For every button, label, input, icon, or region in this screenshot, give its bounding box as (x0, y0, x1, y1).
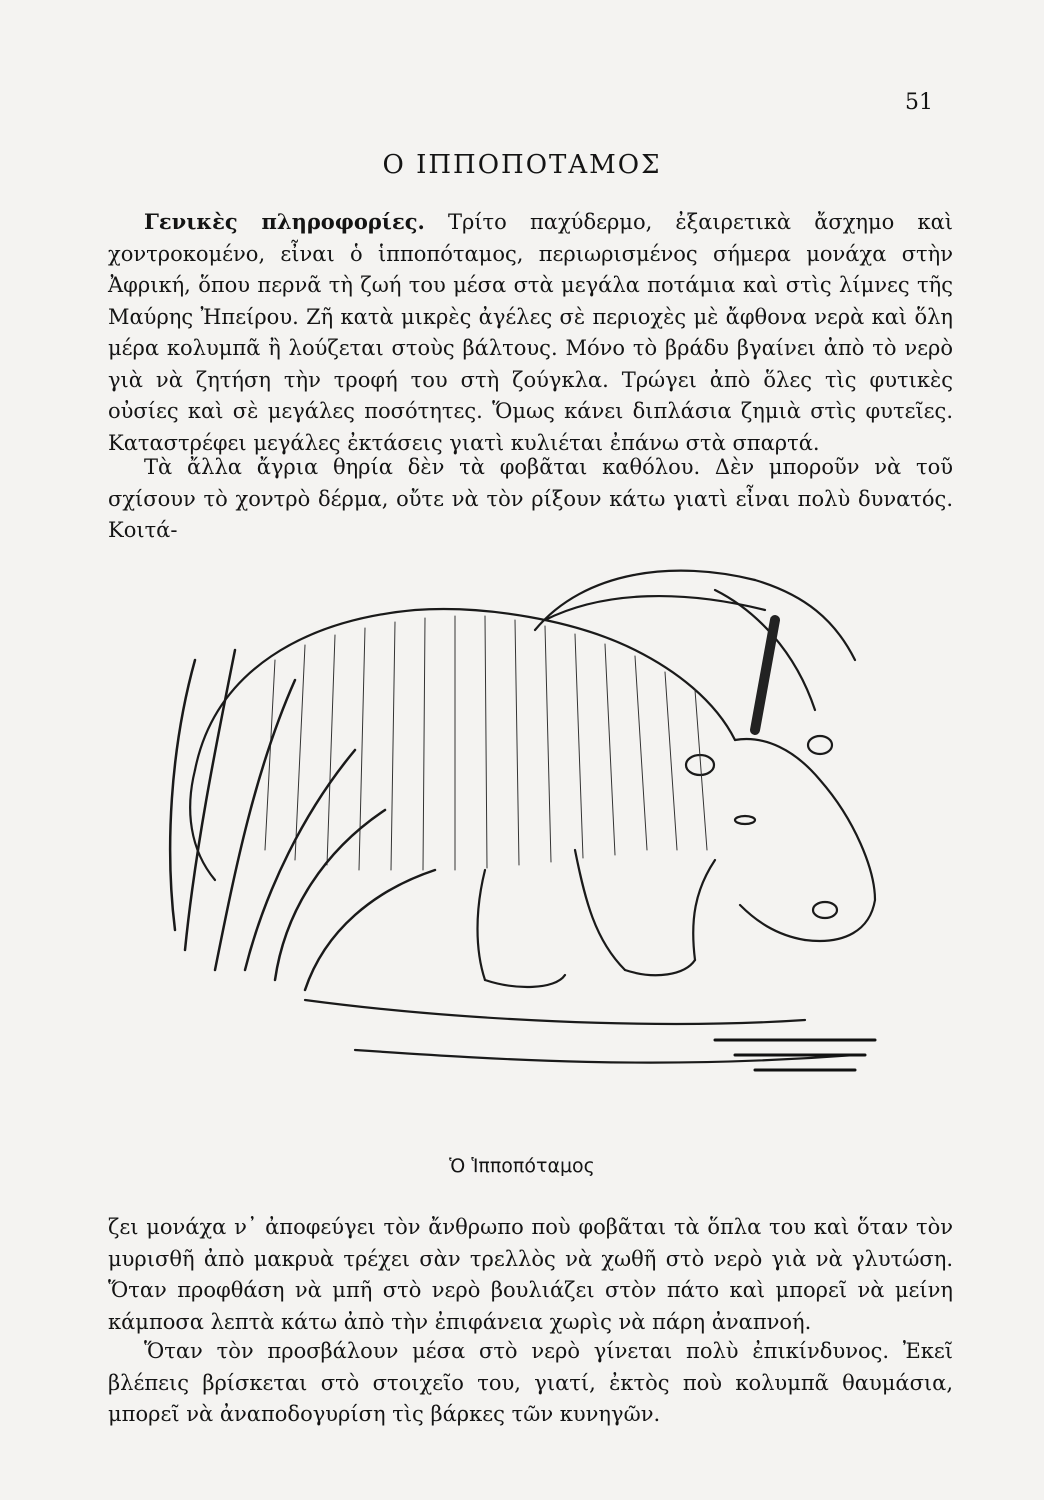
paragraph-in-water: Ὅταν τὸν προσβάλουν μέσα στὸ νερὸ γίνεται πολὺ ἐπικίνδυνος. Ἐκεῖ βλέπεις βρίσκεται στὸ στοιχεῖο του, γιατί, ἐκτὸς ποὺ κολυμπᾶ θαυμάσια, μπορεῖ νὰ ἀναποδογυρίση τὶς βάρκες τῶν κυνηγῶν. (108, 1339, 953, 1426)
section-lead: Γενικὲς πληροφορίες. (144, 209, 425, 234)
paragraph-general-info (108, 206, 953, 459)
paragraph-predators: Τὰ ἄλλα ἄγρια θηρία δὲν τὰ φοβᾶται καθόλου. Δὲν μποροῦν νὰ τοῦ σχίσουν τὸ χοντρὸ δέρμα, οὔτε νὰ τὸν ρίξουν κάτω γιατὶ εἶναι πολὺ δυνατός. Κοιτά- (108, 455, 953, 542)
paragraph-avoids-humans: ζει μονάχα ν᾿ ἀποφεύγει τὸν ἄνθρωπο ποὺ φοβᾶται τὰ ὅπλα του καὶ ὅταν τὸν μυρισθῆ ἀπὸ μακρυὰ τρέχει σὰν τρελλὸς νὰ χωθῆ στὸ νερὸ γιὰ νὰ γλυτώση. Ὅταν προφθάση νὰ μπῆ στὸ νερὸ βουλιάζει στὸν πάτο καὶ μπορεῖ νὰ μείνη κάμποσα λεπτὰ κάτω ἀπὸ τὴν ἐπιφάνεια χωρὶς νὰ πάρη ἀναπνοή. (108, 1215, 953, 1334)
hippopotamus-illustration (155, 550, 895, 1100)
chapter-title: Ο ΙΠΠΟΠΟΤΑΜΟΣ (382, 150, 662, 180)
page-number: 51 (905, 90, 933, 115)
figure-caption: Ὁ Ἱπποπόταμος (449, 1155, 595, 1177)
paragraph-text: Τρίτο παχύδερμο, ἐξαιρετικὰ ἄσχημο καὶ χοντροκομένο, εἶναι ὁ ἱπποπόταμος, περιωρισμένος σήμερα μονάχα στὴν Ἀφρική, ὅπου περνᾶ τὴ ζωή του μέσα στὰ μεγάλα ποτάμια καὶ στὶς λίμνες τῆς Μαύρης Ἠπείρου. Ζῆ κατὰ μικρὲς ἀγέλες σὲ περιοχὲς μὲ ἄφθονα νερὰ καὶ ὅλη μέρα κολυμπᾶ ἢ λούζεται στοὺς βάλτους. Μόνο τὸ βράδυ βγαίνει ἀπὸ τὸ νερὸ γιὰ νὰ ζητήση τὴν τροφή του στὴ ζούγκλα. Τρώγει ἀπὸ ὅλες τὶς φυτικὲς οὐσίες καὶ σὲ μεγάλες ποσότητες. Ὅμως κάνει διπλάσια ζημιὰ στὶς φυτεῖες. Καταστρέφει μεγάλες ἐκτάσεις γιατὶ κυλιέται ἐπάνω στὰ σπαρτά. (108, 210, 953, 455)
